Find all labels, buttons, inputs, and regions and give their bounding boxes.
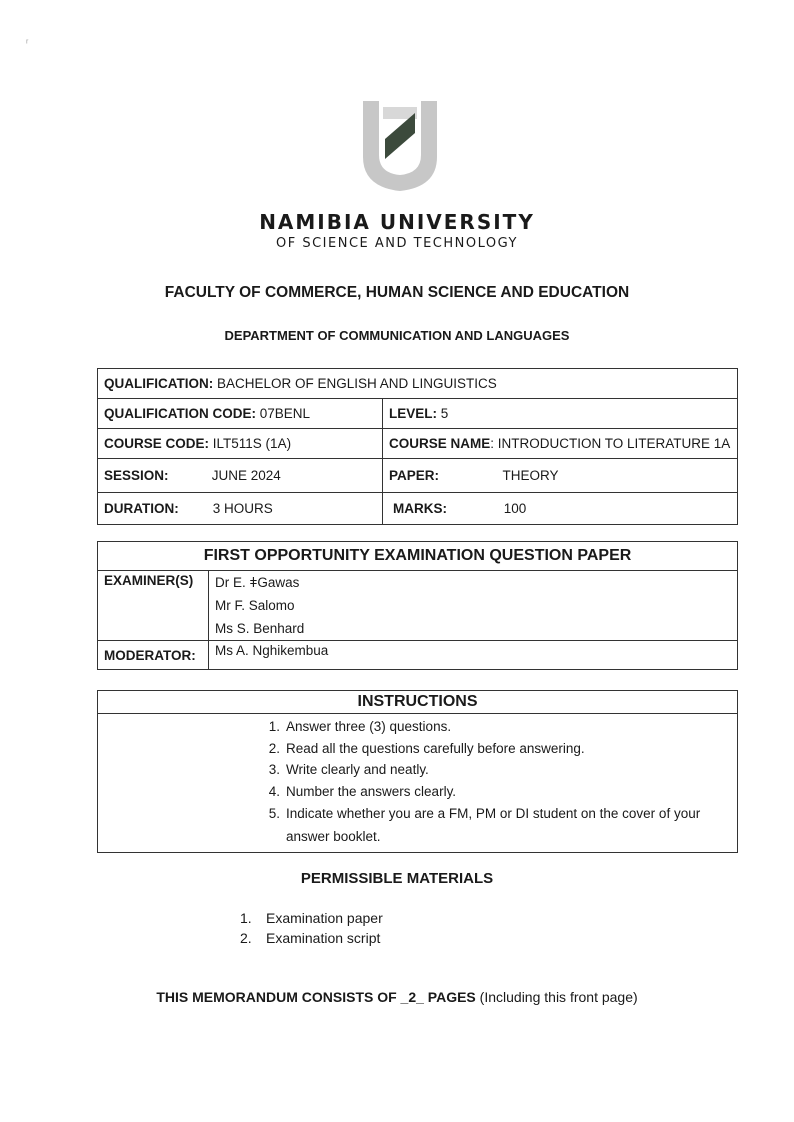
item-number: 2. xyxy=(268,740,280,756)
level-cell xyxy=(383,399,738,429)
list-item xyxy=(240,908,383,928)
list-item xyxy=(254,738,731,760)
table-row xyxy=(98,641,738,670)
examination-title: FIRST OPPORTUNITY EXAMINATION QUESTION PAPER xyxy=(98,542,738,571)
university-subtitle: OF SCIENCE AND TECHNOLOGY xyxy=(276,236,518,251)
course-name-label: COURSE NAME xyxy=(389,436,491,451)
item-text: Examination paper xyxy=(266,910,383,926)
table-row xyxy=(98,493,738,525)
item-number: 1. xyxy=(240,910,252,926)
course-name-cell xyxy=(383,429,738,459)
examiner-name: Dr E. ǂGawas xyxy=(215,575,300,590)
duration-cell xyxy=(98,493,383,525)
page-count-bold: THIS MEMORANDUM CONSISTS OF _2_ PAGES xyxy=(156,989,476,1005)
permissible-materials-title: PERMISSIBLE MATERIALS xyxy=(300,870,494,887)
qualification-label: QUALIFICATION: xyxy=(104,376,214,391)
scan-mark: ʳ xyxy=(26,38,29,49)
item-text: Number the answers clearly. xyxy=(286,783,457,799)
faculty-heading: FACULTY OF COMMERCE, HUMAN SCIENCE AND EDUCATION xyxy=(164,284,630,301)
item-text: Indicate whether you are a FM, PM or DI student on the cover of your answer booklet. xyxy=(286,806,701,844)
duration-label: DURATION: xyxy=(104,501,179,516)
list-item xyxy=(254,781,731,803)
moderator-name: Ms A. Nghikembua xyxy=(209,641,738,670)
course-code-value: ILT511S (1A) xyxy=(212,436,292,451)
university-logo xyxy=(355,95,445,195)
instructions-list xyxy=(254,716,731,848)
session-cell xyxy=(98,459,383,493)
examiner-name: Ms S. Benhard xyxy=(215,621,305,636)
table-row xyxy=(98,571,738,641)
examiner-name: Mr F. Salomo xyxy=(215,598,295,613)
item-text: Examination script xyxy=(266,930,381,946)
level-label: LEVEL: xyxy=(389,406,438,421)
list-item xyxy=(254,802,731,848)
examiners-label: EXAMINER(S) xyxy=(98,571,209,641)
course-name-value: : INTRODUCTION TO LITERATURE 1A xyxy=(490,436,731,451)
examination-table xyxy=(97,541,738,670)
permissible-materials-list xyxy=(240,908,383,948)
item-number: 1. xyxy=(268,719,280,734)
qualification-code-cell xyxy=(98,399,383,429)
marks-value: 100 xyxy=(503,501,527,516)
university-name: NAMIBIA UNIVERSITY xyxy=(259,210,535,234)
qualification-cell xyxy=(98,369,738,399)
page-count-normal: (Including this front page) xyxy=(475,989,638,1005)
item-number: 5. xyxy=(268,806,280,821)
table-row xyxy=(98,714,738,853)
session-label: SESSION: xyxy=(104,468,169,483)
item-text: Write clearly and neatly. xyxy=(286,762,429,777)
course-info-table xyxy=(97,368,738,525)
instructions-title: INSTRUCTIONS xyxy=(98,691,738,714)
item-number: 3. xyxy=(268,762,280,777)
marks-cell xyxy=(383,493,738,525)
item-number: 2. xyxy=(240,930,252,946)
qualification-code-label: QUALIFICATION CODE: xyxy=(104,406,256,421)
table-row xyxy=(98,459,738,493)
course-code-cell xyxy=(98,429,383,459)
list-item xyxy=(240,928,383,948)
session-value: JUNE 2024 xyxy=(211,468,281,483)
paper-value: THEORY xyxy=(502,468,559,483)
table-row xyxy=(98,691,738,714)
paper-cell xyxy=(383,459,738,493)
moderator-label: MODERATOR: xyxy=(98,641,209,670)
item-text: Answer three (3) questions. xyxy=(286,719,452,734)
paper-label: PAPER: xyxy=(389,468,440,483)
level-value: 5 xyxy=(440,406,449,421)
table-row xyxy=(98,429,738,459)
duration-value: 3 HOURS xyxy=(212,501,273,516)
department-heading: DEPARTMENT OF COMMUNICATION AND LANGUAGES xyxy=(224,328,570,343)
page-count-note xyxy=(0,989,794,1005)
qualification-code-value: 07BENL xyxy=(259,406,311,421)
marks-label: MARKS: xyxy=(393,501,447,516)
table-row xyxy=(98,399,738,429)
instructions-body xyxy=(98,714,738,853)
qualification-value: BACHELOR OF ENGLISH AND LINGUISTICS xyxy=(217,376,497,391)
table-row xyxy=(98,369,738,399)
instructions-table xyxy=(97,690,738,853)
list-item xyxy=(254,716,731,738)
item-text: Read all the questions carefully before answering. xyxy=(286,740,585,756)
table-row xyxy=(98,542,738,571)
course-code-label: COURSE CODE: xyxy=(104,436,210,451)
examiners-list xyxy=(209,571,738,641)
list-item xyxy=(254,759,731,781)
item-number: 4. xyxy=(268,783,280,799)
